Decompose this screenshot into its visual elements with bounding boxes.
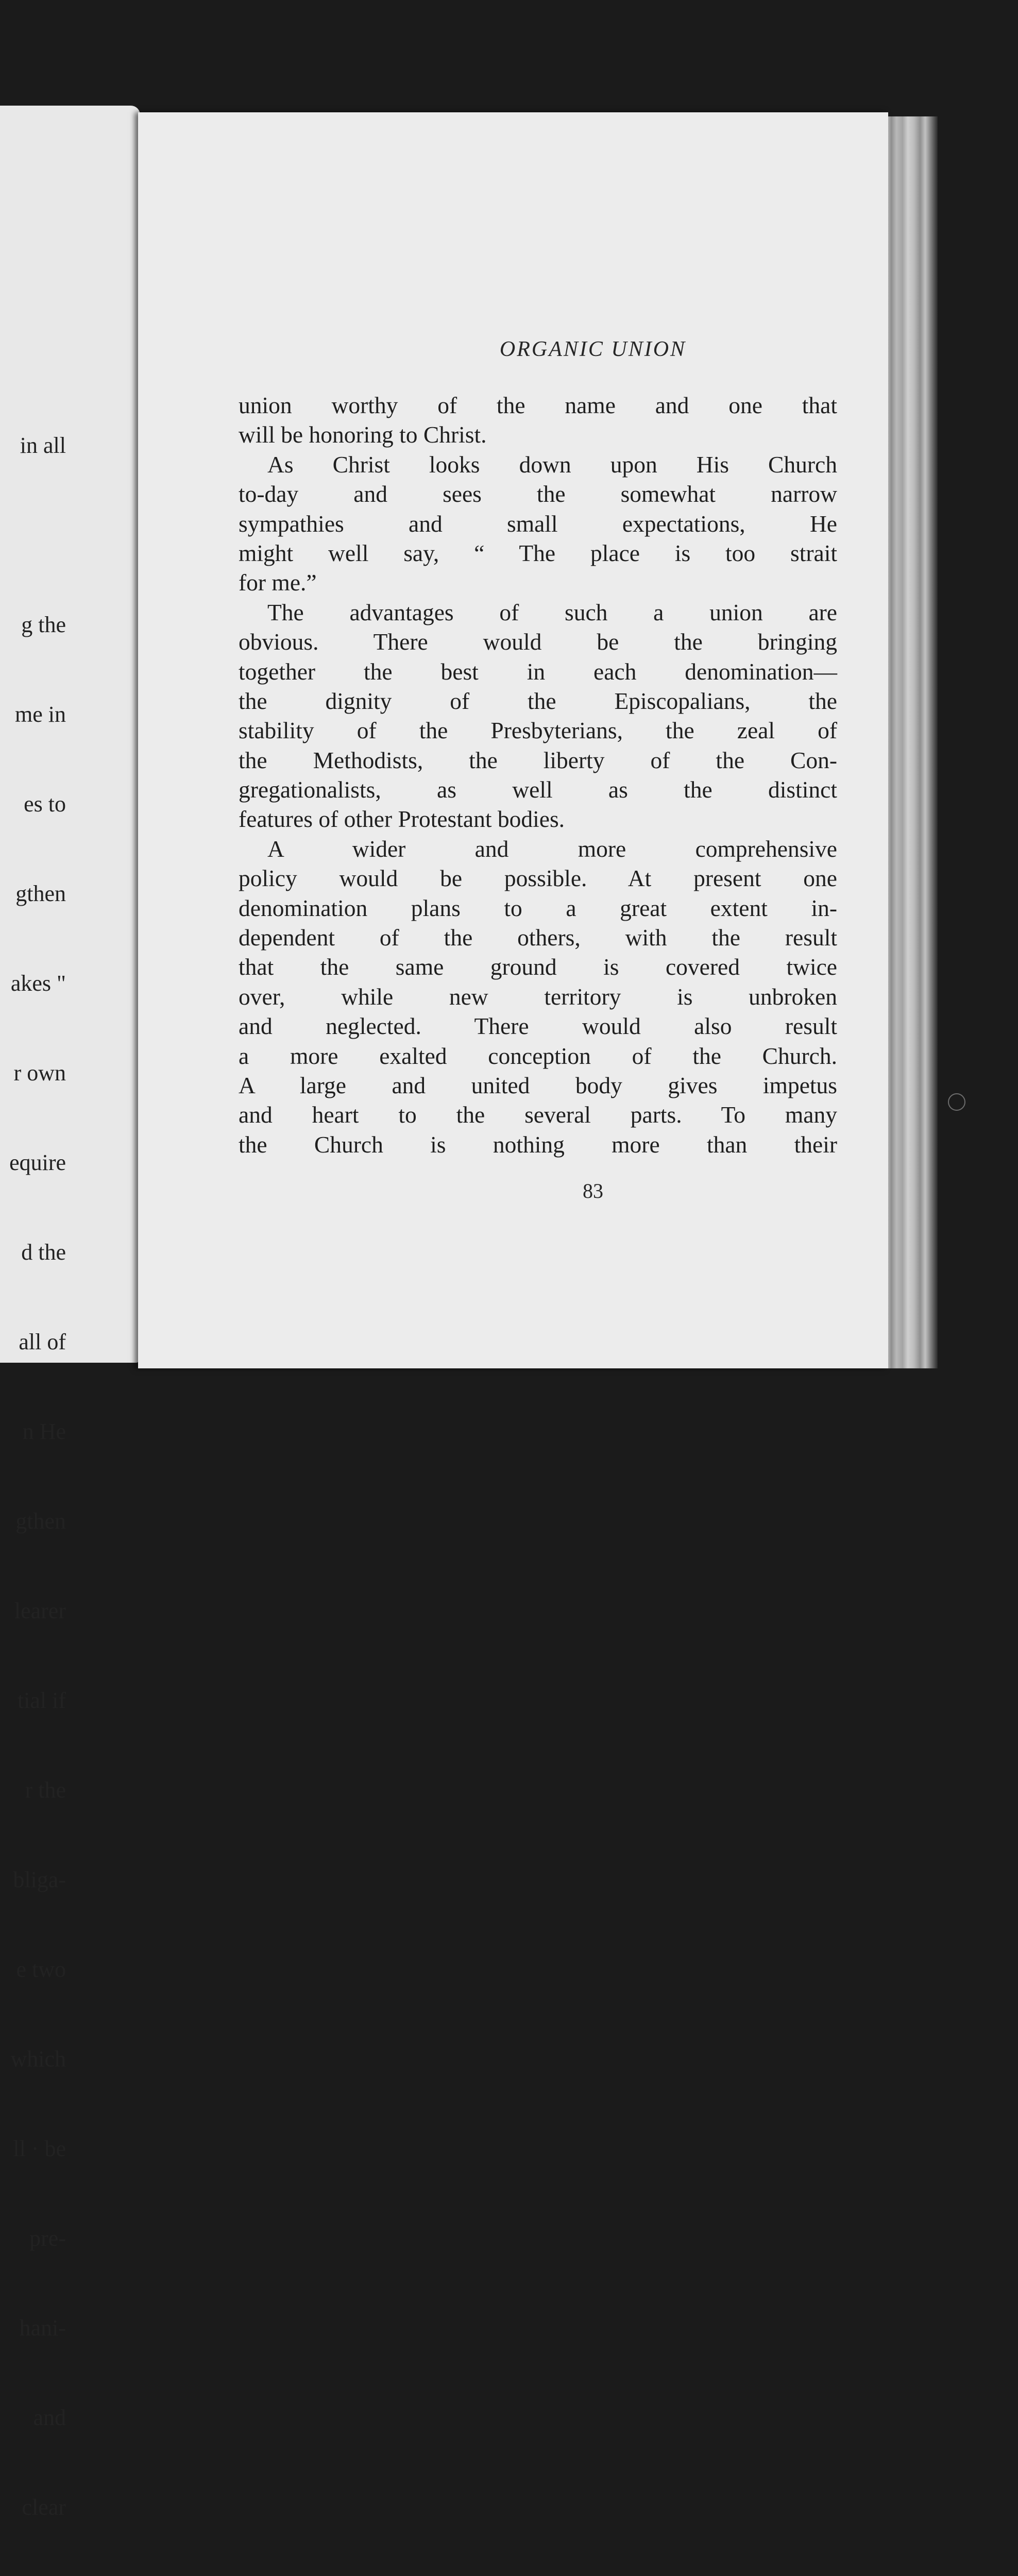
text-line: might well say, “ The place is too strait — [239, 539, 837, 566]
text-line: hani- — [19, 2315, 66, 2341]
text-line: tial if — [17, 1688, 66, 1713]
text-line: gthen — [15, 881, 66, 906]
text-line: together the best in each denomination— — [239, 658, 837, 685]
text-line: the dignity of the Episcopalians, the — [239, 687, 837, 714]
text-line: over, while new territory is unbroken — [239, 983, 837, 1010]
running-head — [138, 337, 888, 362]
text-line: me in — [15, 702, 66, 727]
text-line: gthen — [15, 1509, 66, 1534]
text-line: stability of the Presbyterians, the zeal of — [239, 717, 837, 744]
text-line: union worthy of the name and one that — [239, 392, 837, 418]
text-line: learer — [14, 1598, 66, 1623]
text-line: pre- — [29, 2226, 66, 2251]
text-line: policy would be possible. At present one — [239, 865, 837, 892]
text-line: for me.” — [239, 569, 317, 596]
text-line: all of — [19, 1329, 66, 1354]
text-line: equire — [9, 1150, 66, 1175]
text-line: r the — [25, 1777, 66, 1803]
text-line: ll · be — [13, 2136, 66, 2161]
text-line: features of other Protestant bodies. — [239, 806, 565, 833]
text-line: a more exalted conception of the Church. — [239, 1042, 837, 1069]
text-line: akes " — [10, 971, 66, 996]
text-line: es to — [24, 791, 66, 817]
text-line: n He — [22, 1419, 66, 1444]
text-line: r own — [13, 1060, 66, 1086]
book-page-right — [138, 112, 888, 1368]
text-line: denomination plans to a great extent in- — [239, 894, 837, 921]
text-line: g the — [21, 612, 66, 637]
text-line: A large and united body gives impetus — [239, 1072, 837, 1098]
page-number-text: 83 — [583, 1179, 603, 1202]
text-line: which — [10, 2046, 66, 2072]
page-number — [138, 1179, 888, 1203]
running-head-text: ORGANIC UNION — [499, 337, 687, 361]
text-line: As Christ looks down upon His Church — [267, 451, 837, 478]
text-line: the Church is nothing more than their — [239, 1131, 837, 1158]
scan-ring-mark — [948, 1093, 965, 1111]
text-line: The advantages of such a union are — [267, 599, 837, 625]
text-line: to-day and sees the somewhat narrow — [239, 481, 837, 507]
text-line: e two — [16, 1957, 66, 1982]
text-line: that the same ground is covered twice — [239, 954, 837, 980]
text-line: in all — [20, 433, 66, 458]
text-line: and neglected. There would also result — [239, 1013, 837, 1040]
text-line: and heart to the several parts. To many — [239, 1101, 837, 1128]
body-text — [239, 391, 837, 1159]
text-line: clear — [22, 2495, 66, 2520]
facing-page-left — [0, 106, 140, 2520]
text-line: obvious. There would be the bringing — [239, 629, 837, 655]
text-line — [0, 520, 66, 550]
text-line: A wider and more comprehensive — [267, 835, 837, 862]
text-line: the Methodists, the liberty of the Con- — [239, 747, 837, 773]
facing-page-text-fragments — [0, 371, 66, 2576]
text-line: d the — [21, 1240, 66, 1265]
text-line: will be honoring to Christ. — [239, 421, 487, 448]
text-line: sympathies and small expectations, He — [239, 510, 837, 537]
text-line: bliga- — [13, 1867, 66, 1892]
text-line: dependent of the others, with the result — [239, 924, 837, 951]
text-line: gregationalists, as well as the distinct — [239, 776, 837, 803]
text-line: and — [33, 2405, 66, 2430]
